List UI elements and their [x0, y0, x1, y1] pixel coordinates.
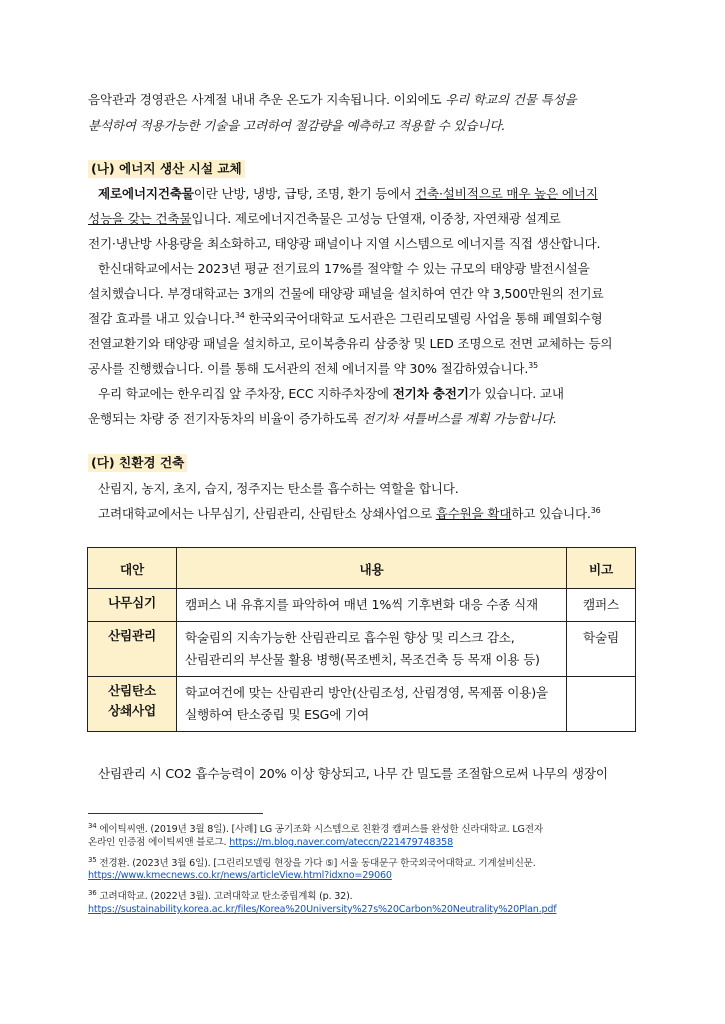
cell-text: 나무심기: [108, 595, 156, 610]
footnote-ref-35[interactable]: 35: [528, 360, 538, 370]
cell-text: 학교여건에 맞는 산림관리 방안(산림조성, 산림경영, 목제품 이용)을: [185, 685, 548, 700]
cell-text: 상쇄사업: [108, 703, 156, 718]
footnote-34: [88, 821, 543, 836]
alternative-cell: [88, 677, 177, 732]
table-header-row: [88, 548, 636, 589]
paragraph-line: [88, 410, 557, 428]
footnote-ref-36[interactable]: 36: [590, 505, 601, 515]
footnote-text: 전경환. (2023년 3월 6일). [그린리모델링 현장을 가다 ⑤] 서울 동대문구 한국외국어대학교. 기계설비신문.: [96, 858, 536, 869]
note-cell: 캠퍼스: [567, 589, 636, 622]
footnote-35-link-line: [88, 870, 392, 882]
paragraph-line: 산림지, 농지, 초지, 습지, 정주지는 탄소를 흡수하는 역할을 합니다.: [98, 481, 459, 496]
text-span: 이란 난방, 냉방, 급탕, 조명, 환기 등에서: [193, 186, 416, 201]
text-span: 운행되는 차량 중 전기자동차의 비율이 증가하도록: [88, 411, 363, 426]
text-span: 입니다. 제로에너지건축물은 고성능 단열재, 이중창, 자연채광 설계로: [191, 211, 561, 226]
bold-term: 제로에너지건축물: [98, 186, 194, 201]
underlined-text: 흡수원을 확대: [435, 506, 512, 521]
italic-text: 전기차 셔틀버스를 계획 가능합니다.: [362, 411, 557, 426]
paragraph-line: 전열교환기와 태양광 패널을 설치하고, 로이복층유리 삼중창 및 LED 조명으로 전면 교체하는 등의: [88, 336, 613, 351]
note-cell: [567, 677, 636, 732]
footnote-ref-34[interactable]: 34: [234, 310, 245, 320]
footnote-number: 35: [88, 855, 97, 864]
paragraph-line: 전기·냉난방 사용량을 최소화하고, 태양광 패널이나 지열 시스템으로 에너지를 직접 생산합니다.: [88, 236, 601, 251]
body-text: 음악관과 경영관은 사계절 내내 추운 온도가 지속됩니다. 이외에도: [88, 92, 446, 107]
footnote-link[interactable]: https://sustainability.korea.ac.kr/files/Korea%20University%27s%20Carbon%20Neutrality%20Plan.pdf: [88, 904, 557, 915]
footnote-link[interactable]: https://m.blog.naver.com/ateccn/221479748358: [229, 837, 453, 848]
text-span: 절감 효과를 내고 있습니다.: [88, 311, 235, 326]
footnote-35: [88, 855, 536, 870]
content-cell: [177, 589, 567, 622]
cell-text: 캠퍼스 내 유휴지를 파악하여 매년 1%씩 기후변화 대응 수종 식재: [185, 597, 538, 612]
footnote-number: 36: [88, 888, 97, 897]
text-span: 공사를 진행했습니다. 이를 통해 도서관의 전체 에너지를 약 30% 절감하였습니다.: [88, 361, 529, 376]
header-cell: 내용: [177, 548, 567, 589]
alternatives-table: [87, 547, 636, 732]
bold-term: 전기차 충전기: [392, 386, 469, 401]
text-span: 가 있습니다. 교내: [468, 386, 564, 401]
cell-text: 산림탄소: [108, 683, 156, 698]
paragraph-line: 한신대학교에서는 2023년 평균 전기료의 17%를 절약할 수 있는 규모의 태양광 발전시설을: [98, 261, 590, 276]
table-row: [88, 589, 636, 622]
table-row: [88, 622, 636, 677]
paragraph-line: [98, 505, 601, 523]
footnote-text: 고려대학교. (2022년 3월). 고려대학교 탄소중립계획 (p. 32).: [96, 891, 353, 902]
cell-text: 학술림의 지속가능한 산림관리로 흡수원 향상 및 리스크 감소,: [185, 630, 515, 645]
content-cell: [177, 677, 567, 732]
cell-text: 실행하여 탄소중립 및 ESG에 기여: [185, 707, 369, 722]
text-span: 우리 학교에는 한우리집 앞 주차장, ECC 지하주차장에: [98, 386, 393, 401]
alternative-cell: [88, 622, 177, 677]
paragraph-line: [88, 360, 538, 378]
paragraph-line: 설치했습니다. 부경대학교는 3개의 건물에 태양광 패널을 설치하여 연간 약 3,500만원의 전기료: [88, 286, 604, 301]
footnote-36-link-line: [88, 904, 556, 916]
body-line-2: 분석하여 적용가능한 기술을 고려하여 절감량을 예측하고 적용할 수 있습니다.: [88, 118, 506, 133]
footnote-36: [88, 888, 353, 903]
text-span: 고려대학교에서는 나무심기, 산림관리, 산림탄소 상쇄사업으로: [98, 506, 436, 521]
footnote-34-cont: [88, 837, 453, 849]
footnote-number: 34: [88, 821, 97, 830]
footnote-link[interactable]: https://www.kmecnews.co.kr/news/articleView.html?idxno=29060: [88, 870, 392, 881]
underlined-text: 건축·설비적으로 매우 높은 에너지: [415, 186, 598, 201]
section-heading-na: (나) 에너지 생산 시설 교체: [88, 160, 245, 178]
paragraph-line: 산림관리 시 CO2 흡수능력이 20% 이상 향상되고, 나무 간 밀도를 조절함으로써 나무의 생장이: [98, 766, 608, 781]
header-cell: 대안: [88, 548, 177, 589]
header-cell: 비고: [567, 548, 636, 589]
footnote-divider: [88, 813, 263, 814]
content-cell: [177, 622, 567, 677]
cell-text: 산림관리의 부산물 활용 병행(목조벤치, 목조건축 등 목재 이용 등): [185, 652, 540, 667]
footnote-text: 에이틱씨앤. (2019년 3월 8일). [사례] LG 공기조화 시스템으로 친환경 캠퍼스를 완성한 신라대학교. LG전자: [96, 824, 543, 835]
text-span: 한국외국어대학교 도서관은 그린리모델링 사업을 통해 폐열회수형: [244, 311, 603, 326]
paragraph-line: [98, 185, 598, 203]
paragraph-line: [98, 385, 564, 403]
note-cell: 학술림: [567, 622, 636, 677]
section-heading-da: (다) 친환경 건축: [88, 454, 187, 472]
body-line-1: [88, 91, 576, 109]
text-span: 하고 있습니다.: [511, 506, 591, 521]
paragraph-line: [88, 310, 602, 328]
body-italic-text: 우리 학교의 건물 특성을: [445, 92, 577, 107]
alternative-cell: [88, 589, 177, 622]
table-row: [88, 677, 636, 732]
footnote-text: 온라인 인증점 에이틱씨앤 블로그.: [88, 837, 230, 848]
paragraph-line: [88, 210, 561, 228]
cell-text: 산림관리: [108, 628, 156, 643]
underlined-text: 성능을 갖는 건축물: [88, 211, 192, 226]
